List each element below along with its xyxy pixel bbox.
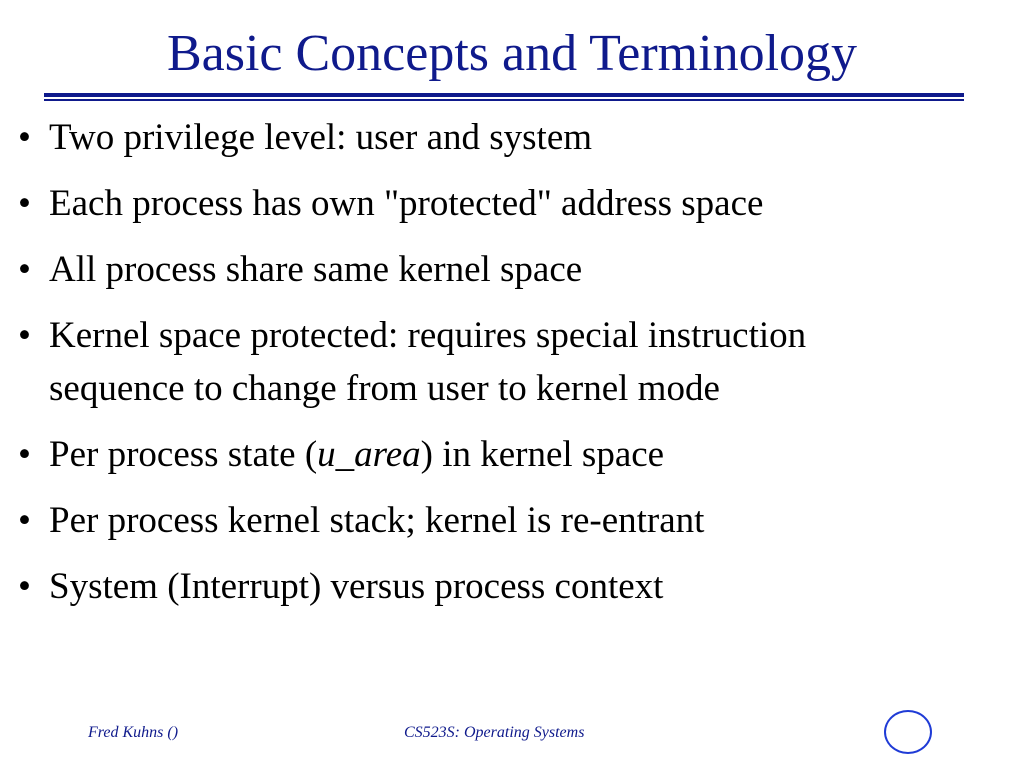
bullet-text: Per process kernel stack; kernel is re-entrant: [49, 500, 705, 541]
footer-author: Fred Kuhns (): [88, 724, 179, 741]
bullet-dot: •: [18, 500, 31, 541]
footer-course: CS523S: Operating Systems: [404, 724, 585, 741]
bullet-item: [18, 243, 1008, 296]
navigation-oval-button[interactable]: [884, 710, 932, 754]
bullet-text-italic: u_area: [317, 434, 421, 475]
bullet-item: [18, 428, 1008, 481]
bullet-item: [18, 111, 1008, 164]
bullet-text: All process share same kernel space: [49, 249, 583, 290]
bullet-item: [18, 494, 1008, 547]
bullet-text-before: Per process state (: [49, 434, 318, 475]
bullet-text-line-2: sequence to change from user to kernel mode: [49, 368, 720, 409]
bullet-text: System (Interrupt) versus process context: [49, 566, 664, 607]
bullet-dot: •: [18, 566, 31, 607]
bullet-dot: •: [18, 434, 31, 475]
bullet-text: Each process has own "protected" address space: [49, 183, 764, 224]
bullet-item: [18, 309, 1008, 415]
bullet-text-multiline: [49, 309, 1008, 415]
bullet-item: [18, 560, 1008, 613]
bullet-dot: •: [18, 249, 31, 290]
slide-title: Basic Concepts and Terminology: [166, 25, 858, 82]
bullet-dot: •: [18, 117, 31, 158]
bullet-dot: •: [18, 183, 31, 224]
bullet-item: [18, 177, 1008, 230]
bullet-text-line-1: Kernel space protected: requires special instruction: [49, 315, 807, 356]
bullet-text-mixed: [49, 428, 1008, 481]
bullet-dot: •: [18, 315, 31, 356]
bullet-text: Two privilege level: user and system: [49, 117, 593, 158]
bullet-text-after: ) in kernel space: [420, 434, 665, 475]
